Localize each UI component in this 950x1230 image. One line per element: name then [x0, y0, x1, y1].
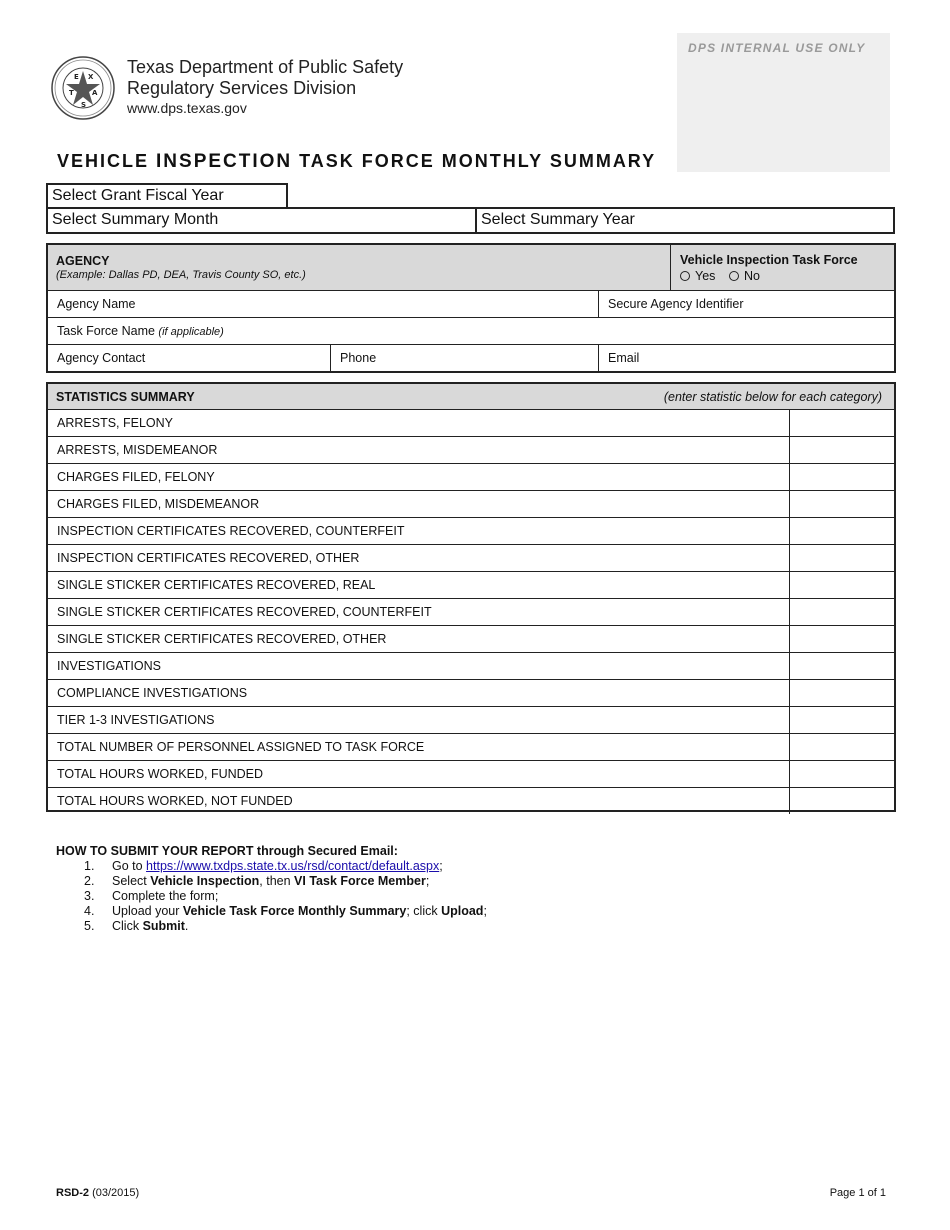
- statistic-label: ARRESTS, MISDEMEANOR: [57, 443, 218, 457]
- list-item: [56, 889, 487, 904]
- radio-circle-icon: [680, 271, 690, 281]
- table-row: [48, 788, 894, 815]
- statistic-input[interactable]: [789, 626, 894, 652]
- table-row: [48, 437, 894, 464]
- statistic-input[interactable]: [789, 653, 894, 679]
- statistic-label: ARRESTS, FELONY: [57, 416, 173, 430]
- statistic-input[interactable]: [789, 572, 894, 598]
- statistic-input[interactable]: [789, 788, 894, 814]
- agency-example: (Example: Dallas PD, DEA, Travis County SO, etc.): [56, 269, 306, 281]
- table-row: [48, 572, 894, 599]
- statistic-label: INVESTIGATIONS: [57, 659, 161, 673]
- radio-circle-icon: [729, 271, 739, 281]
- instruction-steps: [56, 859, 487, 934]
- summary-month-select[interactable]: Select Summary Month: [46, 207, 477, 234]
- statistic-label: SINGLE STICKER CERTIFICATES RECOVERED, OTHER: [57, 632, 387, 646]
- statistic-input[interactable]: [789, 545, 894, 571]
- step-text: , then: [259, 874, 295, 888]
- statistic-label: SINGLE STICKER CERTIFICATES RECOVERED, COUNTERFEIT: [57, 605, 432, 619]
- statistic-label: CHARGES FILED, FELONY: [57, 470, 215, 484]
- seal-letter: A: [92, 89, 98, 97]
- form-revision-date: (03/2015): [89, 1187, 140, 1199]
- table-row: [48, 518, 894, 545]
- statistic-input[interactable]: [789, 734, 894, 760]
- agency-section: [46, 243, 896, 373]
- form-number: RSD-2: [56, 1187, 90, 1199]
- submission-instructions: [56, 844, 487, 934]
- statistic-label: TOTAL NUMBER OF PERSONNEL ASSIGNED TO TASK FORCE: [57, 740, 425, 754]
- statistic-input[interactable]: [789, 761, 894, 787]
- task-force-name-field[interactable]: [48, 318, 894, 344]
- table-row: [48, 599, 894, 626]
- table-row: [48, 653, 894, 680]
- department-name: Texas Department of Public Safety: [127, 57, 404, 77]
- table-row: [48, 680, 894, 707]
- step-text: Select: [112, 874, 151, 888]
- seal-letter: E: [74, 73, 79, 81]
- contact-link[interactable]: https://www.txdps.state.tx.us/rsd/contact/default.aspx: [146, 859, 440, 873]
- agency-header: [50, 55, 470, 125]
- seal-letter: X: [88, 73, 94, 81]
- statistic-label: INSPECTION CERTIFICATES RECOVERED, OTHER: [57, 551, 360, 565]
- statistic-input[interactable]: [789, 680, 894, 706]
- summary-year-select[interactable]: Select Summary Year: [475, 207, 895, 234]
- vi-task-force-no-radio[interactable]: [729, 269, 760, 283]
- list-item: [56, 859, 487, 874]
- agency-contact-row: [48, 345, 894, 372]
- page-number: Page 1 of 1: [829, 1187, 886, 1199]
- step-emphasis: Vehicle Task Force Monthly Summary: [182, 904, 407, 918]
- phone-field[interactable]: Phone: [330, 345, 598, 371]
- task-force-name-label: Task Force Name: [57, 324, 159, 338]
- step-text: Complete the form;: [112, 889, 219, 903]
- statistic-input[interactable]: [789, 518, 894, 544]
- statistics-title: STATISTICS SUMMARY: [56, 390, 195, 404]
- step-text: Go to: [112, 859, 147, 873]
- table-row: [48, 464, 894, 491]
- radio-yes-label: Yes: [695, 269, 716, 283]
- statistic-label: SINGLE STICKER CERTIFICATES RECOVERED, REAL: [57, 578, 376, 592]
- statistic-label: TIER 1-3 INVESTIGATIONS: [57, 713, 215, 727]
- agency-contact-field[interactable]: Agency Contact: [57, 351, 146, 365]
- form-id: [56, 1187, 139, 1199]
- internal-use-box: [677, 33, 890, 172]
- task-force-name-row: [48, 318, 894, 345]
- step-text: ;: [483, 904, 487, 918]
- statistic-input[interactable]: [789, 707, 894, 733]
- table-row: [48, 734, 894, 761]
- task-force-name-hint: (if applicable): [158, 326, 224, 338]
- statistic-input[interactable]: [789, 410, 894, 436]
- statistic-input[interactable]: [789, 599, 894, 625]
- table-row: [48, 545, 894, 572]
- statistics-header-row: [48, 384, 894, 410]
- vi-task-force-cell: [670, 245, 894, 290]
- step-number: 3.: [84, 889, 95, 903]
- step-emphasis: Vehicle Inspection: [150, 874, 260, 888]
- step-number: 5.: [84, 919, 95, 933]
- step-text: Upload your: [112, 904, 183, 918]
- step-number: 1.: [84, 859, 95, 873]
- table-row: [48, 410, 894, 437]
- table-row: [48, 626, 894, 653]
- department-website: www.dps.texas.gov: [127, 100, 247, 116]
- statistic-label: CHARGES FILED, MISDEMEANOR: [57, 497, 260, 511]
- step-text: .: [184, 919, 189, 933]
- statistic-input[interactable]: [789, 437, 894, 463]
- step-text: Click: [112, 919, 143, 933]
- list-item: [56, 904, 487, 919]
- seal-letter: T: [69, 89, 74, 97]
- statistic-label: TOTAL HOURS WORKED, NOT FUNDED: [57, 794, 293, 808]
- table-row: [48, 707, 894, 734]
- statistic-label: COMPLIANCE INVESTIGATIONS: [57, 686, 248, 700]
- agency-name-row: [48, 291, 894, 318]
- dps-seal-logo: [50, 55, 116, 121]
- step-text: ;: [439, 859, 443, 873]
- statistic-input[interactable]: [789, 464, 894, 490]
- instructions-title: HOW TO SUBMIT YOUR REPORT through Secured Email:: [56, 844, 398, 858]
- step-text: ;: [425, 874, 430, 888]
- seal-letter: S: [81, 101, 87, 109]
- radio-no-label: No: [744, 269, 760, 283]
- title-part: VEHICLE: [57, 151, 157, 171]
- vi-task-force-yes-radio[interactable]: [680, 269, 715, 283]
- table-row: [48, 761, 894, 788]
- step-emphasis: Submit: [142, 919, 185, 933]
- form-title: [57, 151, 656, 173]
- agency-name-field[interactable]: Agency Name: [57, 297, 136, 311]
- statistic-label: INSPECTION CERTIFICATES RECOVERED, COUNTERFEIT: [57, 524, 405, 538]
- table-row: [48, 491, 894, 518]
- agency-title: AGENCY: [56, 254, 110, 268]
- statistics-note: (enter statistic below for each category): [663, 390, 882, 404]
- title-part: TASK FORCE MONTHLY SUMMARY: [292, 151, 657, 171]
- list-item: [56, 874, 487, 889]
- statistics-section: [46, 382, 896, 812]
- vi-task-force-label: Vehicle Inspection Task Force: [680, 253, 858, 267]
- step-number: 2.: [84, 874, 95, 888]
- step-number: 4.: [84, 904, 95, 918]
- title-part: INSPECTION: [156, 151, 293, 172]
- step-text: ; click: [406, 904, 442, 918]
- secure-agency-identifier-field[interactable]: Secure Agency Identifier: [598, 291, 894, 317]
- list-item: [56, 919, 487, 934]
- internal-use-label: DPS INTERNAL USE ONLY: [688, 41, 866, 55]
- email-field[interactable]: Email: [598, 345, 894, 371]
- agency-header-row: [48, 245, 894, 291]
- step-emphasis: VI Task Force Member: [294, 874, 426, 888]
- step-emphasis: Upload: [441, 904, 484, 918]
- division-name: Regulatory Services Division: [127, 78, 357, 98]
- statistic-label: TOTAL HOURS WORKED, FUNDED: [57, 767, 264, 781]
- fiscal-year-select[interactable]: Select Grant Fiscal Year: [46, 183, 288, 209]
- statistic-input[interactable]: [789, 491, 894, 517]
